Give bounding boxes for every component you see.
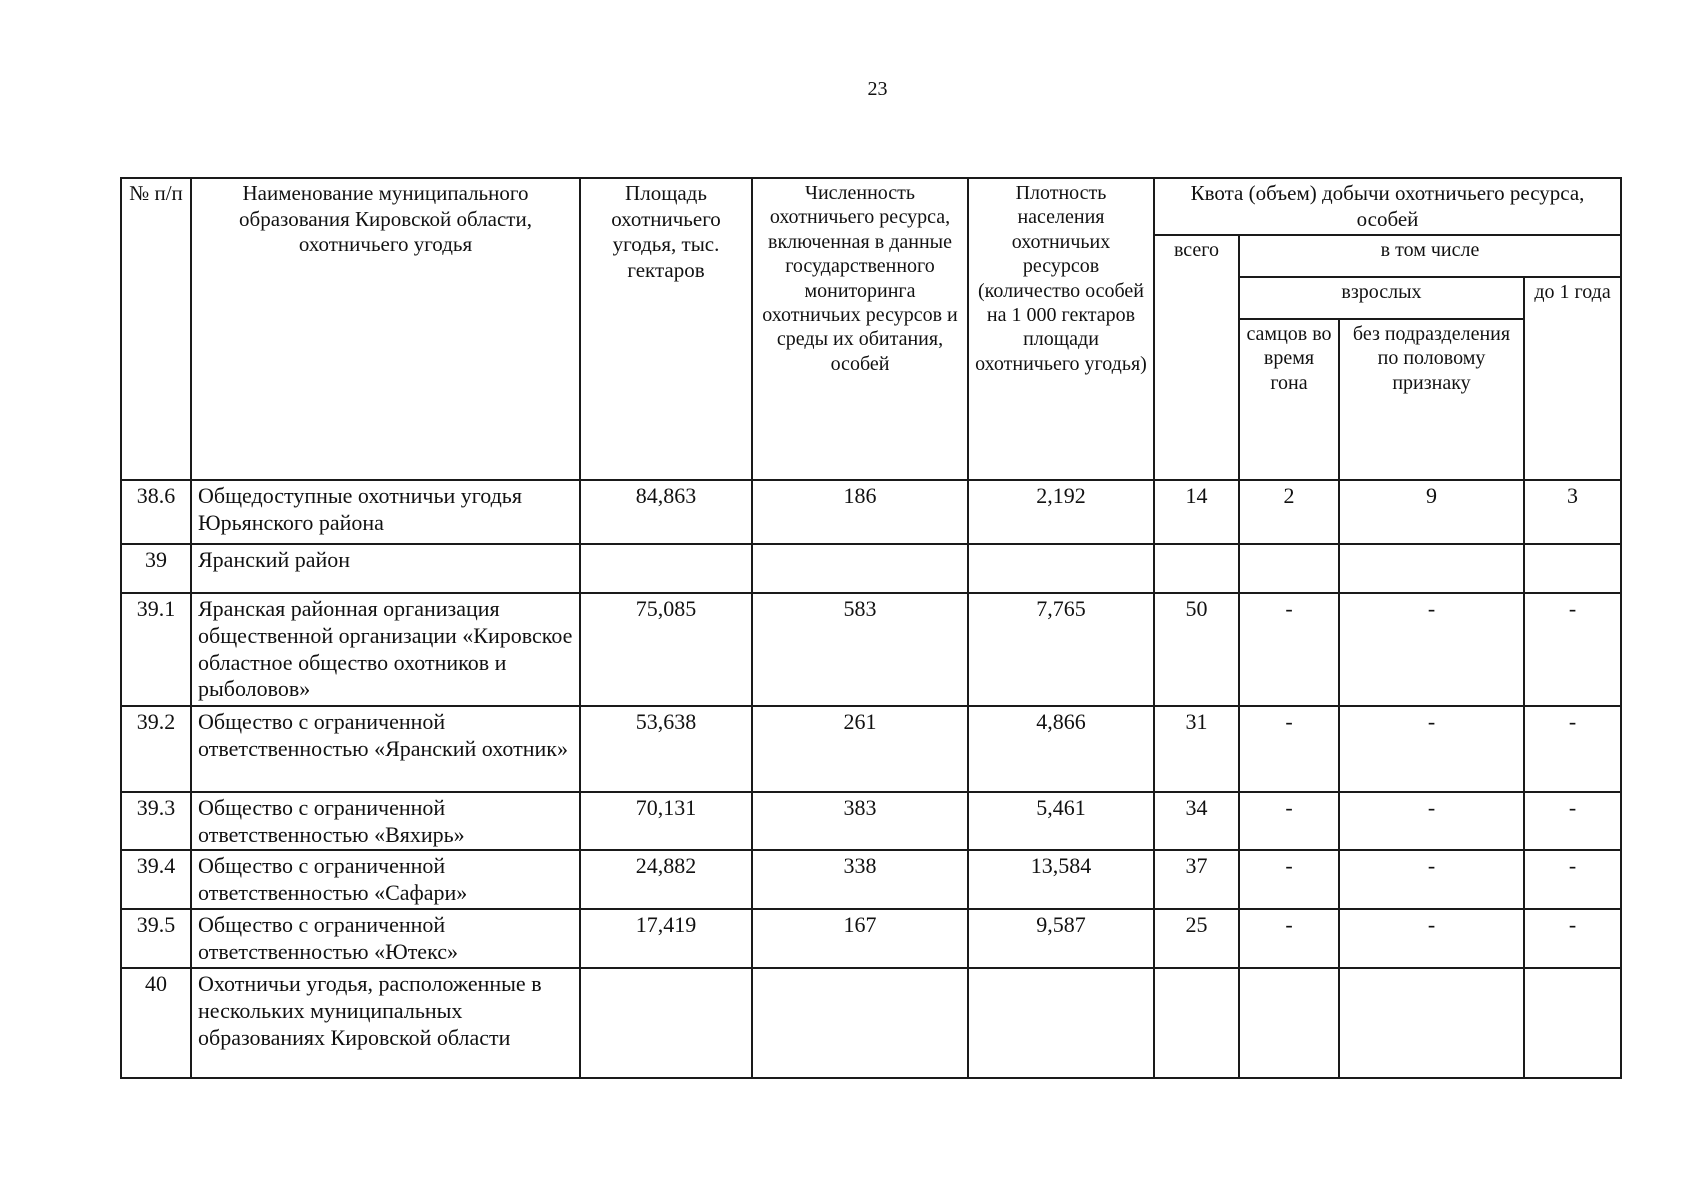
row-population: 167 bbox=[752, 909, 968, 968]
table-row bbox=[121, 593, 1621, 706]
row-young: - bbox=[1524, 792, 1621, 850]
row-density: 2,192 bbox=[968, 480, 1154, 544]
row-young bbox=[1524, 544, 1621, 593]
row-density bbox=[968, 544, 1154, 593]
row-population bbox=[752, 544, 968, 593]
row-name: Общество с ограниченной ответственностью «Сафари» bbox=[191, 850, 580, 909]
quota-table bbox=[120, 177, 1622, 1079]
row-males: - bbox=[1239, 706, 1339, 792]
row-num: 39.5 bbox=[121, 909, 191, 968]
row-population: 261 bbox=[752, 706, 968, 792]
row-population: 186 bbox=[752, 480, 968, 544]
header-no-sex: без подразделения по половому признаку bbox=[1339, 319, 1524, 480]
row-total: 25 bbox=[1154, 909, 1239, 968]
row-total: 34 bbox=[1154, 792, 1239, 850]
row-nosex: - bbox=[1339, 593, 1524, 706]
header-name: Наименование муниципального образования Кировской области, охотничьего угодья bbox=[191, 178, 580, 480]
row-young: - bbox=[1524, 706, 1621, 792]
row-total: 14 bbox=[1154, 480, 1239, 544]
table-row bbox=[121, 850, 1621, 909]
row-males: - bbox=[1239, 593, 1339, 706]
row-young: 3 bbox=[1524, 480, 1621, 544]
page-number: 23 bbox=[867, 78, 888, 100]
row-males bbox=[1239, 544, 1339, 593]
row-area: 75,085 bbox=[580, 593, 752, 706]
header-num: № п/п bbox=[121, 178, 191, 480]
row-nosex: - bbox=[1339, 850, 1524, 909]
row-name: Общество с ограниченной ответственностью «Вяхирь» bbox=[191, 792, 580, 850]
row-num: 40 bbox=[121, 968, 191, 1078]
header-under-year: до 1 года bbox=[1524, 277, 1621, 480]
row-males bbox=[1239, 968, 1339, 1078]
row-density: 9,587 bbox=[968, 909, 1154, 968]
row-num: 39.2 bbox=[121, 706, 191, 792]
row-name: Яранская районная организация общественной организации «Кировское областное общество охотников и рыболовов» bbox=[191, 593, 580, 706]
table-row bbox=[121, 909, 1621, 968]
row-population bbox=[752, 968, 968, 1078]
row-nosex: - bbox=[1339, 909, 1524, 968]
header-total: всего bbox=[1154, 235, 1239, 480]
row-nosex: - bbox=[1339, 792, 1524, 850]
row-name: Общество с ограниченной ответственностью «Ютекс» bbox=[191, 909, 580, 968]
row-density: 4,866 bbox=[968, 706, 1154, 792]
table-row bbox=[121, 706, 1621, 792]
row-males: - bbox=[1239, 850, 1339, 909]
row-area bbox=[580, 968, 752, 1078]
row-young: - bbox=[1524, 850, 1621, 909]
row-males: - bbox=[1239, 909, 1339, 968]
row-area: 53,638 bbox=[580, 706, 752, 792]
header-area: Площадь охотничьего угодья, тыс. гектаров bbox=[580, 178, 752, 480]
row-name: Общедоступные охотничьи угодья Юрьянского района bbox=[191, 480, 580, 544]
header-density: Плотность населения охотничьих ресурсов (количество особей на 1 000 гектаров площади охотничьего угодья) bbox=[968, 178, 1154, 480]
row-num: 38.6 bbox=[121, 480, 191, 544]
row-nosex: - bbox=[1339, 706, 1524, 792]
header-males-rut: самцов во время гона bbox=[1239, 319, 1339, 480]
row-density bbox=[968, 968, 1154, 1078]
header-quota: Квота (объем) добычи охотничьего ресурса, особей bbox=[1154, 178, 1621, 235]
row-density: 7,765 bbox=[968, 593, 1154, 706]
table-row bbox=[121, 792, 1621, 850]
row-young bbox=[1524, 968, 1621, 1078]
row-area: 70,131 bbox=[580, 792, 752, 850]
row-nosex bbox=[1339, 968, 1524, 1078]
table-row bbox=[121, 968, 1621, 1078]
row-num: 39.3 bbox=[121, 792, 191, 850]
row-population: 583 bbox=[752, 593, 968, 706]
row-name: Общество с ограниченной ответственностью «Яранский охотник» bbox=[191, 706, 580, 792]
row-young: - bbox=[1524, 909, 1621, 968]
table-row bbox=[121, 480, 1621, 544]
row-name: Яранский район bbox=[191, 544, 580, 593]
row-nosex bbox=[1339, 544, 1524, 593]
row-total bbox=[1154, 968, 1239, 1078]
header-including: в том числе bbox=[1239, 235, 1621, 277]
row-males: 2 bbox=[1239, 480, 1339, 544]
row-males: - bbox=[1239, 792, 1339, 850]
row-population: 338 bbox=[752, 850, 968, 909]
row-name: Охотничьи угодья, расположенные в нескольких муниципальных образованиях Кировской области bbox=[191, 968, 580, 1078]
row-total: 50 bbox=[1154, 593, 1239, 706]
row-num: 39.4 bbox=[121, 850, 191, 909]
row-total: 37 bbox=[1154, 850, 1239, 909]
row-area bbox=[580, 544, 752, 593]
table-row bbox=[121, 544, 1621, 593]
header-population: Численность охотничьего ресурса, включенная в данные государственного мониторинга охотничьих ресурсов и среды их обитания, особей bbox=[752, 178, 968, 480]
row-density: 13,584 bbox=[968, 850, 1154, 909]
row-total bbox=[1154, 544, 1239, 593]
row-total: 31 bbox=[1154, 706, 1239, 792]
row-population: 383 bbox=[752, 792, 968, 850]
row-area: 24,882 bbox=[580, 850, 752, 909]
row-area: 17,419 bbox=[580, 909, 752, 968]
header-adults: взрослых bbox=[1239, 277, 1524, 319]
row-young: - bbox=[1524, 593, 1621, 706]
row-nosex: 9 bbox=[1339, 480, 1524, 544]
row-density: 5,461 bbox=[968, 792, 1154, 850]
row-area: 84,863 bbox=[580, 480, 752, 544]
row-num: 39.1 bbox=[121, 593, 191, 706]
row-num: 39 bbox=[121, 544, 191, 593]
